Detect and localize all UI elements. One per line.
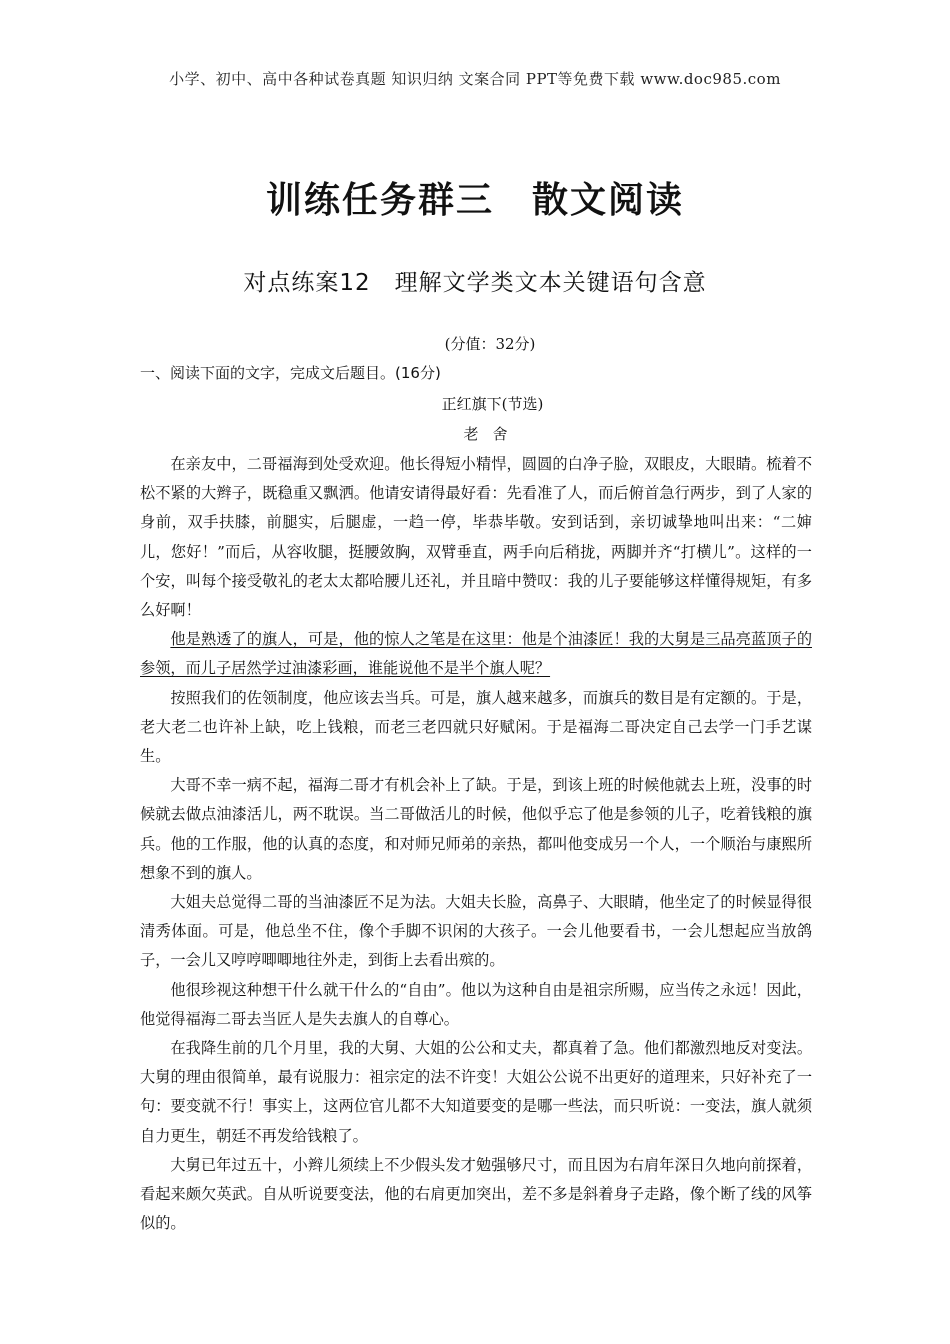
paragraph-1: 在亲友中，二哥福海到处受欢迎。他长得短小精悍，圆圆的白净子脸，双眼皮，大眼睛。梳着不松不紧的大辫子，既稳重又飘洒。他请安请得最好看：先看准了人，而后俯首急行两步，到了人家的身前，双手扶膝，前腿实，后腿虚，一趋一停，毕恭毕敬。安到话到，亲切诚挚地叫出来：“二婶儿，您好！”而后，从容收腿，挺腰敛胸，双臂垂直，两手向后稍拢，两脚并齐“打横儿”。这样的一个安，叫每个接受敬礼的老太太都哈腰儿还礼，并且暗中赞叹：我的儿子要能够这样懂得规矩，有多么好啊！ <box>140 455 812 620</box>
page-subtitle: 对点练案12 理解文学类文本关键语句含意 <box>243 270 707 296</box>
passage-title: 正红旗下(节选) <box>441 395 544 413</box>
paragraph-2-underlined: 他是熟透了的旗人，可是，他的惊人之笔是在这里：他是个油漆匠！我的大舅是三品亮蓝顶子的参领，而儿子居然学过油漆彩画，谁能说他不是半个旗人呢？ <box>140 630 812 678</box>
paragraph-8: 大舅已年过五十，小辫儿须续上不少假头发才勉强够尺寸，而且因为右肩年深日久地向前探着，看起来颇欠英武。自从听说要变法，他的右肩更加突出，差不多是斜着身子走路，像个断了线的风筝似的。 <box>140 1155 812 1233</box>
paragraph-7: 在我降生前的几个月里，我的大舅、大姐的公公和丈夫，都真着了急。他们都激烈地反对变法。大舅的理由很简单，最有说服力：祖宗定的法不许变！大姐公公说不出更好的道理来，只好补充了一句：要变就不行！事实上，这两位官儿都不大知道要变的是哪一些法，而只听说：一变法，旗人就须自力更生，朝廷不再发给钱粮了。 <box>140 1039 812 1145</box>
passage-body <box>140 450 812 1238</box>
paragraph-5: 大姐夫总觉得二哥的当油漆匠不足为法。大姐夫长脸，高鼻子、大眼睛，他坐定了的时候显得很清秀体面。可是，他总坐不住，像个手脚不识闲的大孩子。一会儿他要看书，一会儿想起应当放鸽子，一会儿又哼哼唧唧地往外走，到街上去看出殡的。 <box>140 893 812 970</box>
paragraph-4: 大哥不幸一病不起，福海二哥才有机会补上了缺。于是，到该上班的时候他就去上班，没事的时候就去做点油漆活儿，两不耽误。当二哥做活儿的时候，他似乎忘了他是参领的儿子，吃着钱粮的旗兵。他的工作服，他的认真的态度，和对师兄师弟的亲热，都叫他变成另一个人，一个顺治与康熙所想象不到的旗人。 <box>140 776 812 882</box>
page-header: 小学、初中、高中各种试卷真题 知识归纳 文案合同 PPT等免费下载 www.doc985.com <box>169 70 781 88</box>
score-note: (分值：32分) <box>444 335 536 353</box>
page-title: 训练任务群三 散文阅读 <box>265 180 684 221</box>
paragraph-3: 按照我们的佐领制度，他应该去当兵。可是，旗人越来越多，而旗兵的数目是有定额的。于是，老大老二也许补上缺，吃上钱粮，而老三老四就只好赋闲。于是福海二哥决定自己去学一门手艺谋生。 <box>140 688 812 766</box>
passage-author: 老舍 <box>463 425 522 443</box>
paragraph-6: 他很珍视这种想干什么就干什么的“自由”。他以为这种自由是祖宗所赐，应当传之永远！因此，他觉得福海二哥去当匠人是失去旗人的自尊心。 <box>140 980 812 1028</box>
section-heading: 一、阅读下面的文字，完成文后题目。(16分) <box>140 364 441 382</box>
